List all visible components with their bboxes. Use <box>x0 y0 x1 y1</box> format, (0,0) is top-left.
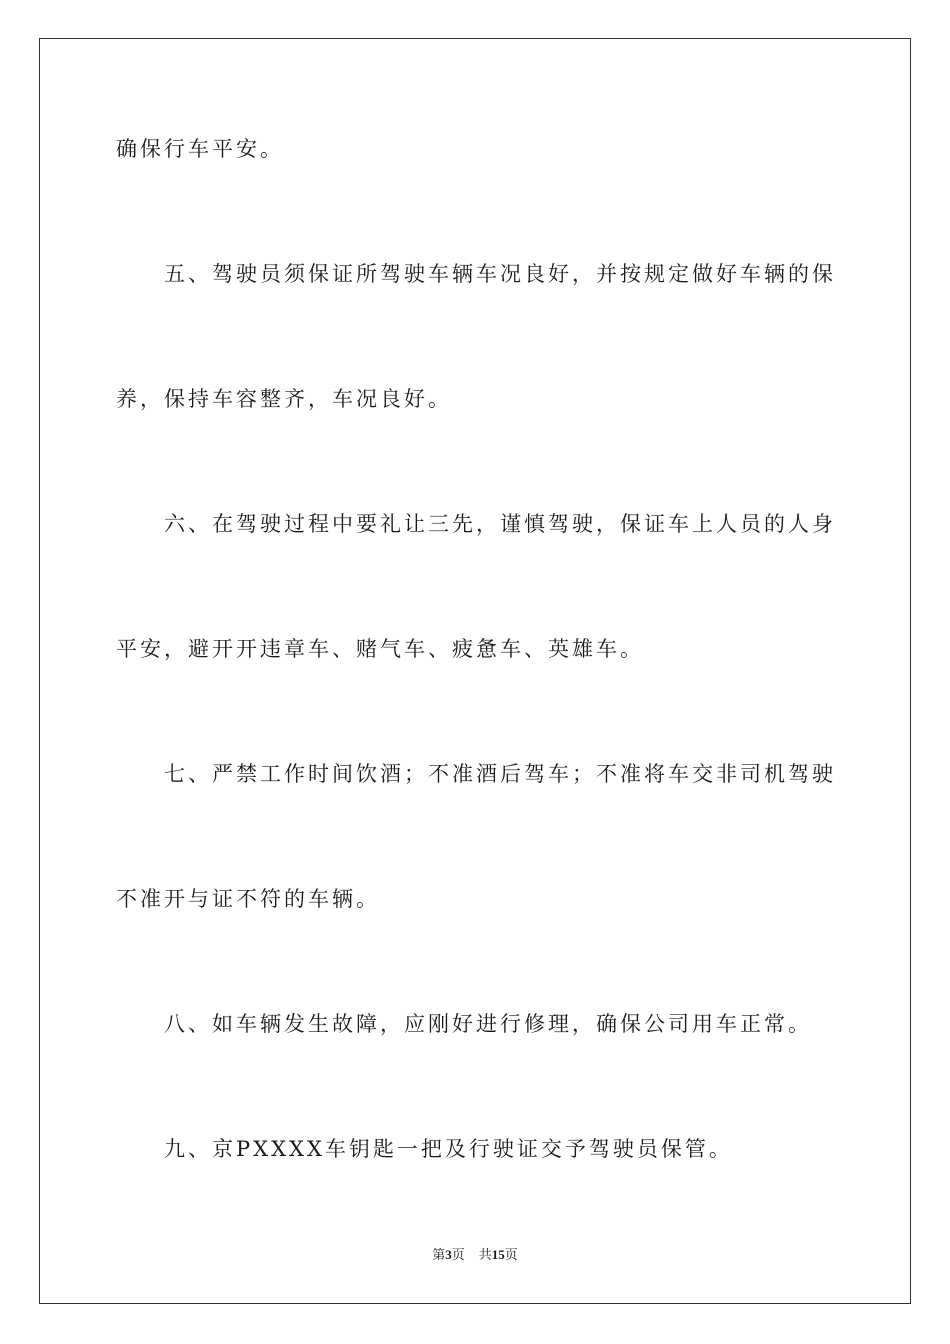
body-line-7: 不准开与证不符的车辆。 <box>116 887 380 911</box>
body-line-5: 平安，避开开违章车、赌气车、疲惫车、英雄车。 <box>116 637 644 661</box>
page-number: 3 <box>445 1247 452 1262</box>
total-pages: 15 <box>491 1247 505 1262</box>
total-label-suffix: 页 <box>504 1248 518 1263</box>
page-footer <box>0 1247 950 1264</box>
body-line-3: 养，保持车容整齐，车况良好。 <box>116 387 452 411</box>
page-label-prefix: 第 <box>432 1248 446 1263</box>
body-line-6: 七、严禁工作时间饮酒；不准酒后驾车；不准将车交非司机驾驶 <box>116 762 836 786</box>
body-line-9: 九、京PXXXX车钥匙一把及行驶证交予驾驶员保管。 <box>116 1137 733 1161</box>
body-line-2: 五、驾驶员须保证所驾驶车辆车况良好，并按规定做好车辆的保 <box>116 262 836 286</box>
body-line-8: 八、如车辆发生故障，应刚好进行修理，确保公司用车正常。 <box>116 1012 812 1036</box>
page-border <box>39 38 911 1304</box>
page-label-suffix: 页 <box>451 1248 465 1263</box>
body-line-1: 确保行车平安。 <box>116 137 284 161</box>
body-line-4: 六、在驾驶过程中要礼让三先，谨慎驾驶，保证车上人员的人身 <box>116 512 836 536</box>
total-label-prefix: 共 <box>478 1248 492 1263</box>
